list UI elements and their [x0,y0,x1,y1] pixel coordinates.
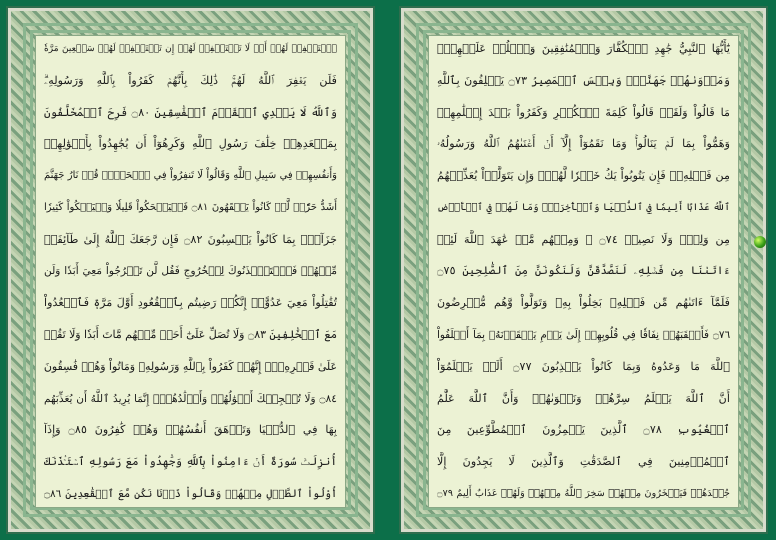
verse-line: ٱلۡمُؤۡمِنِينَ فِي ٱلصَّدَقَٰتِ وَٱلَّذِينَ لَا يَجِدُونَ إِلَّا [437,455,730,469]
verse-line: وَهَمُّواْ بِمَا لَمۡ يَنَالُواْۚ وَمَا نَقَمُوٓاْ إِلَّآ أَنۡ أَغۡنَىٰهُمُ ٱللَّهُ وَرَسُولُهُۥ [437,137,730,151]
verse-line: ءَاتَىٰنَا مِن فَضۡلِهِۦ لَنَصَّدَّقَنَّ وَلَنَكُونَنَّ مِنَ ٱلصَّٰلِحِينَ ۝٧٥ [437,264,730,278]
verse-line: تُقَٰتِلُواْ مَعِيَ عَدُوًّاۖ إِنَّكُمۡ رَضِيتُم بِٱلۡقُعُودِ أَوَّلَ مَرَّةٖ فَٱقۡعُدُواْ [44,296,337,310]
verse-line: مَا قَالُواْ وَلَقَدۡ قَالُواْ كَلِمَةَ ٱلۡكُفۡرِ وَكَفَرُواْ بَعۡدَ إِسۡلَٰمِهِمۡ [437,105,730,119]
verse-line: أَشَدُّ حَرّٗاۚ لَّوۡ كَانُواْ يَفۡقَهُونَ ۝٨١ فَلۡيَضۡحَكُواْ قَلِيلٗا وَلۡيَبۡكُواْ كَثِيرٗا [44,201,337,213]
verse-line: مَعَ ٱلۡخَٰلِفِينَ ۝٨٣ وَلَا تُصَلِّ عَلَىٰٓ أَحَدٖ مِّنۡهُم مَّاتَ أَبَدٗا وَلَا تَقُمۡ [44,328,337,342]
verse-line: جَزَآءَۢ بِمَا كَانُواْ يَكۡسِبُونَ ۝٨٢ فَإِن رَّجَعَكَ ٱللَّهُ إِلَىٰ طَآئِفَةٖ [44,232,337,246]
verse-line: ۝٨٤ وَلَا تُعۡجِبۡكَ أَمۡوَٰلُهُمۡ وَأَوۡلَٰدُهُمۡۚ إِنَّمَا يُرِيدُ ٱللَّهُ أَن يُعَذِّبَهُم [44,392,337,405]
verse-line: ٱلۡغُيُوبِ ۝٧٨ ٱلَّذِينَ يَلۡمِزُونَ ٱلۡمُطَّوِّعِينَ مِنَ [437,423,730,437]
verse-line: ٱللَّهَ مَا وَعَدُوهُ وَبِمَا كَانُواْ يَكۡذِبُونَ ۝٧٧ أَلَمۡ يَعۡلَمُوٓاْ [437,359,730,373]
verse-line: ٱسۡتَغۡفِرۡ لَهُمۡ أَوۡ لَا تَسۡتَغۡفِرۡ لَهُمۡ إِن تَسۡتَغۡفِرۡ لَهُمۡ سَبۡعِينَ مَرَّةٗ [44,44,337,54]
verse-line: وَأَنفُسِهِمۡ فِي سَبِيلِ ٱللَّهِ وَقَالُواْ لَا تَنفِرُواْ فِي ٱلۡحَرِّۗ قُلۡ نَارُ جَهَنَّمَ [44,170,337,182]
verse-line: فَلَمَّآ ءَاتَىٰهُم مِّن فَضۡلِهِۦ بَخِلُواْ بِهِۦ وَتَوَلَّواْ وَّهُم مُّعۡرِضُونَ [437,296,730,310]
verse-line: ٱللَّهُ عَذَابًا أَلِيمٗا فِي ٱلدُّنۡيَا وَٱلۡأٓخِرَةِۚ وَمَا لَهُمۡ فِي ٱلۡأَرۡضِ [437,201,730,213]
verse-line: بِهَا فِي ٱلدُّنۡيَا وَتَزۡهَقَ أَنفُسُهُمۡ وَهُمۡ كَٰفِرُونَ ۝٨٥ وَإِذَآ [44,423,337,437]
verse-line: وَمَأۡوَىٰهُمۡ جَهَنَّمُۖ وَبِئۡسَ ٱلۡمَصِيرُ ۝٧٣ يَحۡلِفُونَ بِٱللَّهِ [437,73,730,87]
verse-line: جُهۡدَهُمۡ فَيَسۡخَرُونَ مِنۡهُمۡ سَخِرَ ٱللَّهُ مِنۡهُمۡ وَلَهُمۡ عَذَابٌ أَلِيمٌ ۝٧٩ [437,487,730,499]
green-circle-icon[interactable] [754,236,766,248]
verse-line: مِن فَضۡلِهِۦۚ فَإِن يَتُوبُواْ يَكُ خَيۡرٗا لَّهُمۡۖ وَإِن يَتَوَلَّوۡاْ يُعَذِّبۡهُمُ [437,169,730,183]
verse-line: أُوْلُواْ ٱلطَّوۡلِ مِنۡهُمۡ وَقَالُواْ ذَرۡنَا نَكُن مَّعَ ٱلۡقَٰعِدِينَ ۝٨٦ [44,487,337,500]
verse-line: فَلَن يَغۡفِرَ ٱللَّهُ لَهُمۡۚ ذَٰلِكَ بِأَنَّهُمۡ كَفَرُواْ بِٱللَّهِ وَرَسُولِهِۦۗ [44,73,337,87]
verse-line: عَلَىٰ قَبۡرِهِۦٓۖ إِنَّهُمۡ كَفَرُواْ بِٱللَّهِ وَرَسُولِهِۦ وَمَاتُواْ وَهُمۡ فَٰسِقُونَ [44,359,337,373]
verse-line: ۝٧٦ فَأَعۡقَبَهُمۡ نِفَاقٗا فِي قُلُوبِهِمۡ إِلَىٰ يَوۡمِ يَلۡقَوۡنَهُۥ بِمَآ أَخۡلَفُواْ [437,329,730,342]
verse-line: مِّنۡهُمۡ فَٱسۡتَـٔۡذَنُوكَ لِلۡخُرُوجِ فَقُل لَّن تَخۡرُجُواْ مَعِيَ أَبَدٗا وَلَن [44,265,337,278]
verse-line: بِمَقۡعَدِهِمۡ خِلَٰفَ رَسُولِ ٱللَّهِ وَكَرِهُوٓاْ أَن يُجَٰهِدُواْ بِأَمۡوَٰلِهِمۡ [44,137,337,151]
verse-line: وَٱللَّهُ لَا يَهۡدِي ٱلۡقَوۡمَ ٱلۡفَٰسِقِينَ ۝٨٠ فَرِحَ ٱلۡمُخَلَّفُونَ [44,105,337,119]
right-page-text [428,35,739,508]
left-page [6,6,375,534]
right-page [399,6,768,534]
verse-line: مِن وَلِيّٖ وَلَا نَصِيرٖ ۝٧٤ ۞ وَمِنۡهُم مَّنۡ عَٰهَدَ ٱللَّهَ لَئِنۡ [437,232,730,246]
verse-line: أُنزِلَتۡ سُورَةٌ أَنۡ ءَامِنُواْ بِٱللَّهِ وَجَٰهِدُواْ مَعَ رَسُولِهِ ٱسۡتَـٔۡذَنَكَ [44,455,337,469]
verse-line: أَنَّ ٱللَّهَ يَعۡلَمُ سِرَّهُمۡ وَنَجۡوَىٰهُمۡ وَأَنَّ ٱللَّهَ عَلَّٰمُ [437,391,730,405]
left-page-text [35,35,346,508]
verse-line: يَٰٓأَيُّهَا ٱلنَّبِيُّ جَٰهِدِ ٱلۡكُفَّارَ وَٱلۡمُنَٰفِقِينَ وَٱغۡلُظۡ عَلَيۡهِمۡۚ [437,42,730,55]
